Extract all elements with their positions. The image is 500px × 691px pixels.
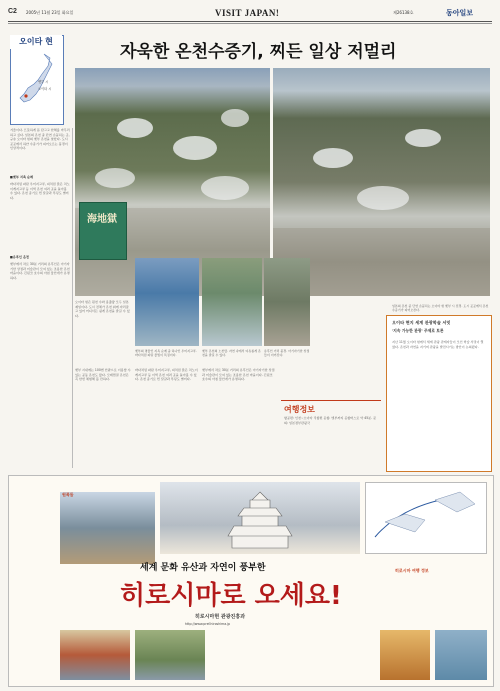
- caption-top-right: 일본의 온천 중 단연 손꼽히는 오이타 현 벳부 시 전경. 도시 곳곳에서 온천 수증기가 피어오른다.: [392, 304, 489, 312]
- ad-title: 히로시마로 오세요!: [120, 581, 342, 611]
- ad-photo-food: [380, 630, 430, 680]
- header-rule-thin: [8, 23, 492, 24]
- ad-photo-dome: [60, 492, 155, 564]
- castle-illustration: [210, 486, 310, 552]
- article-col4: 벳부에서 차로 30분 거리의 유후인은 아기자기한 상점과 미술관이 모여 있는 조용한 온천 마을이다. 긴린코 호수의 아침 물안개가 유명하다.: [202, 368, 275, 382]
- map-label-oita: 오이타 시: [38, 87, 52, 91]
- photo-blue-pond: [135, 258, 199, 346]
- caption-right: 유후인 거리 풍경. 아기자기한 상점들이 이어진다.: [264, 349, 310, 357]
- info-header: 여행정보: [284, 405, 315, 414]
- map-label-beppu: 벳부 시: [38, 80, 49, 84]
- article-col2: 오이타 현은 원천 수와 용출량 모두 일본 제일이다. 도시 전체가 온천 위에 자리잡고 있어 어디서든 쉽게 온천을 즐길 수 있다.: [75, 300, 130, 318]
- article-col1-p1: 겨울이다. 뜨뜻하게 몸 담그고 한해를 마무리하고 싶다. 일본의 온천 중 단연 손꼽히는 곳, 규슈 오이타 현의 벳부 온천을 찾았다. 도시 곳곳에서 하얀 수증기가 피어오르는 풍경이 인상적이다.: [10, 128, 70, 151]
- ad-sponsor: 히로시마현 관광진흥과: [195, 614, 246, 620]
- article-col1-h1: ■벳부 지옥 순례: [10, 175, 34, 179]
- article-col1-p2: 바다처럼 파란 우미지고쿠, 피처럼 붉은 치노이케지고쿠 등 이색 온천 여러 곳을 돌아볼 수 있다. 온천 증기로 찐 달걀과 푸딩도 별미다.: [10, 182, 70, 200]
- sidebar-subtitle: '지속 가능한 관광' 주제로 토론: [392, 328, 444, 333]
- ad-photo-torii: [60, 630, 130, 680]
- page-number: C2: [8, 8, 17, 15]
- column-divider: [72, 128, 73, 468]
- headline: 자욱한 온천수증기, 찌든 일상 저멀리: [120, 42, 397, 62]
- ad-photo-sea: [435, 630, 487, 680]
- caption-left: 벳부의 명물인 지옥 순례 중 하나인 우미지고쿠. 바다처럼 파란 물빛이 특징이다.: [135, 349, 197, 357]
- ad-url[interactable]: http://www.pref.hiroshima.jp: [185, 622, 231, 626]
- sidebar-text: 지난 11월 오이타 현에서 세계 관광 관계자들이 모인 학술 서밋이 열렸다. 온천과 자연을 지키며 관광을 발전시키는 방안이 논의됐다.: [392, 340, 484, 349]
- article-col1-h2: ■유후인 온천: [10, 255, 29, 259]
- article-col3: 바다처럼 파란 우미지고쿠, 피처럼 붉은 치노이케지고쿠 등 이색 온천 여러 곳을 돌아볼 수 있다. 온천 증기로 찐 달걀과 푸딩도 별미다.: [135, 368, 198, 382]
- header-rule: [8, 21, 492, 22]
- info-text: 항공편: 인천∼오이타 직항편 운항. 벳부까지 공항버스로 약 45분. 문의: 일본정부관광국: [284, 416, 377, 425]
- caption-middle: 벳부 온천의 노천탕. 자연 속에서 여유롭게 온천을 즐길 수 있다.: [202, 349, 261, 357]
- newspaper-logo: 동아일보: [446, 10, 474, 17]
- photo-open-air-bath: [202, 258, 262, 346]
- ad-subtitle: 세계 문화 유산과 자연이 풍부한: [140, 563, 266, 573]
- sign-text: 海地獄: [87, 214, 117, 225]
- section-title: VISIT JAPAN!: [215, 8, 280, 18]
- ad-tag-dome: 원폭돔: [62, 492, 74, 497]
- issue-number: 제26138호: [393, 10, 414, 15]
- photo-yufuin-street: [264, 258, 310, 346]
- ad-tag-right: 히로시마 여행 정보: [395, 568, 429, 573]
- issue-date: 2005년 11월 23일 화요일: [26, 10, 74, 15]
- article-col2-b: 벳부 시내에는 100엔 안팎으로 이용할 수 있는 공동 온천도 많다. 모래찜질 온천은 꼭 한번 체험해 볼 만하다.: [75, 368, 131, 382]
- japan-map: [14, 50, 58, 110]
- article-col1-p3: 벳부에서 차로 30분 거리의 유후인은 아기자기한 상점과 미술관이 모여 있는 조용한 온천 마을이다. 긴린코 호수의 아침 물안개가 유명하다.: [10, 262, 70, 280]
- sidebar-title: 오이타 현지 세계 관광학술 서밋: [392, 320, 451, 325]
- ad-map-graphic: [365, 482, 485, 552]
- sidebar-box: [386, 315, 492, 472]
- section-label: 오이타 현: [10, 35, 62, 49]
- ad-photo-island: [135, 630, 205, 680]
